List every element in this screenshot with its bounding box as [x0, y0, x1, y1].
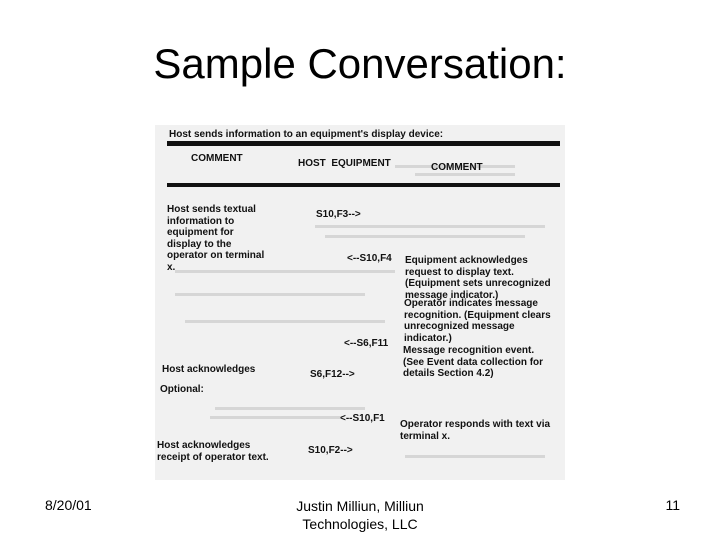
- row-2-comment-right: Equipment acknowledges request to display text. (Equipment sets unrecognized message indicator.): [405, 255, 551, 301]
- scan-shadow-line: [175, 293, 365, 296]
- row-7-comment-right: Operator responds with text via terminal x.: [400, 419, 551, 442]
- row-6-optional-label: Optional:: [160, 384, 204, 395]
- row-4-comment-right: Message recognition event. (See Event data collection for details Section 4.2): [403, 345, 544, 379]
- column-header-comment-left: COMMENT: [191, 153, 243, 164]
- row-8-message: S10,F2-->: [308, 445, 353, 456]
- footer-page-number: 11: [665, 497, 680, 513]
- scanned-document: [155, 125, 565, 480]
- scan-shadow-line: [215, 407, 365, 410]
- scan-shadow-line: [185, 320, 385, 323]
- column-header-host-equipment: HOST EQUIPMENT: [298, 158, 391, 169]
- row-5-comment-left: Host acknowledges: [162, 364, 256, 375]
- scan-shadow-line: [405, 455, 545, 458]
- scan-shadow-line: [210, 416, 340, 419]
- row-2-message: <--S10,F4: [347, 253, 392, 264]
- row-1-message: S10,F3-->: [316, 209, 361, 220]
- table-top-rule: [167, 141, 560, 146]
- document-heading: Host sends information to an equipment's display device:: [169, 129, 444, 140]
- footer-author-line-2: Technologies, LLC: [302, 516, 418, 532]
- row-1-comment-left: Host sends textual information to equipment for display to the operator on terminal x.: [167, 204, 265, 273]
- row-4-message: <--S6,F11: [344, 338, 389, 349]
- footer-author: [250, 497, 470, 533]
- row-3-comment-right: Operator indicates message recognition. (Equipment clears unrecognized message indicator.): [404, 298, 551, 344]
- footer-author-line-1: Justin Milliun, Milliun: [296, 498, 424, 514]
- scan-shadow-line: [325, 235, 525, 238]
- table-header-rule: [167, 183, 560, 187]
- row-8-comment-left: Host acknowledges receipt of operator text.: [157, 440, 269, 463]
- row-7-message: <--S10,F1: [340, 413, 385, 424]
- scan-shadow-line: [315, 225, 545, 228]
- slide-title: Sample Conversation:: [153, 40, 567, 87]
- row-5-message: S6,F12-->: [310, 369, 355, 380]
- column-header-comment-right: COMMENT: [431, 162, 483, 173]
- footer-date: 8/20/01: [45, 497, 92, 513]
